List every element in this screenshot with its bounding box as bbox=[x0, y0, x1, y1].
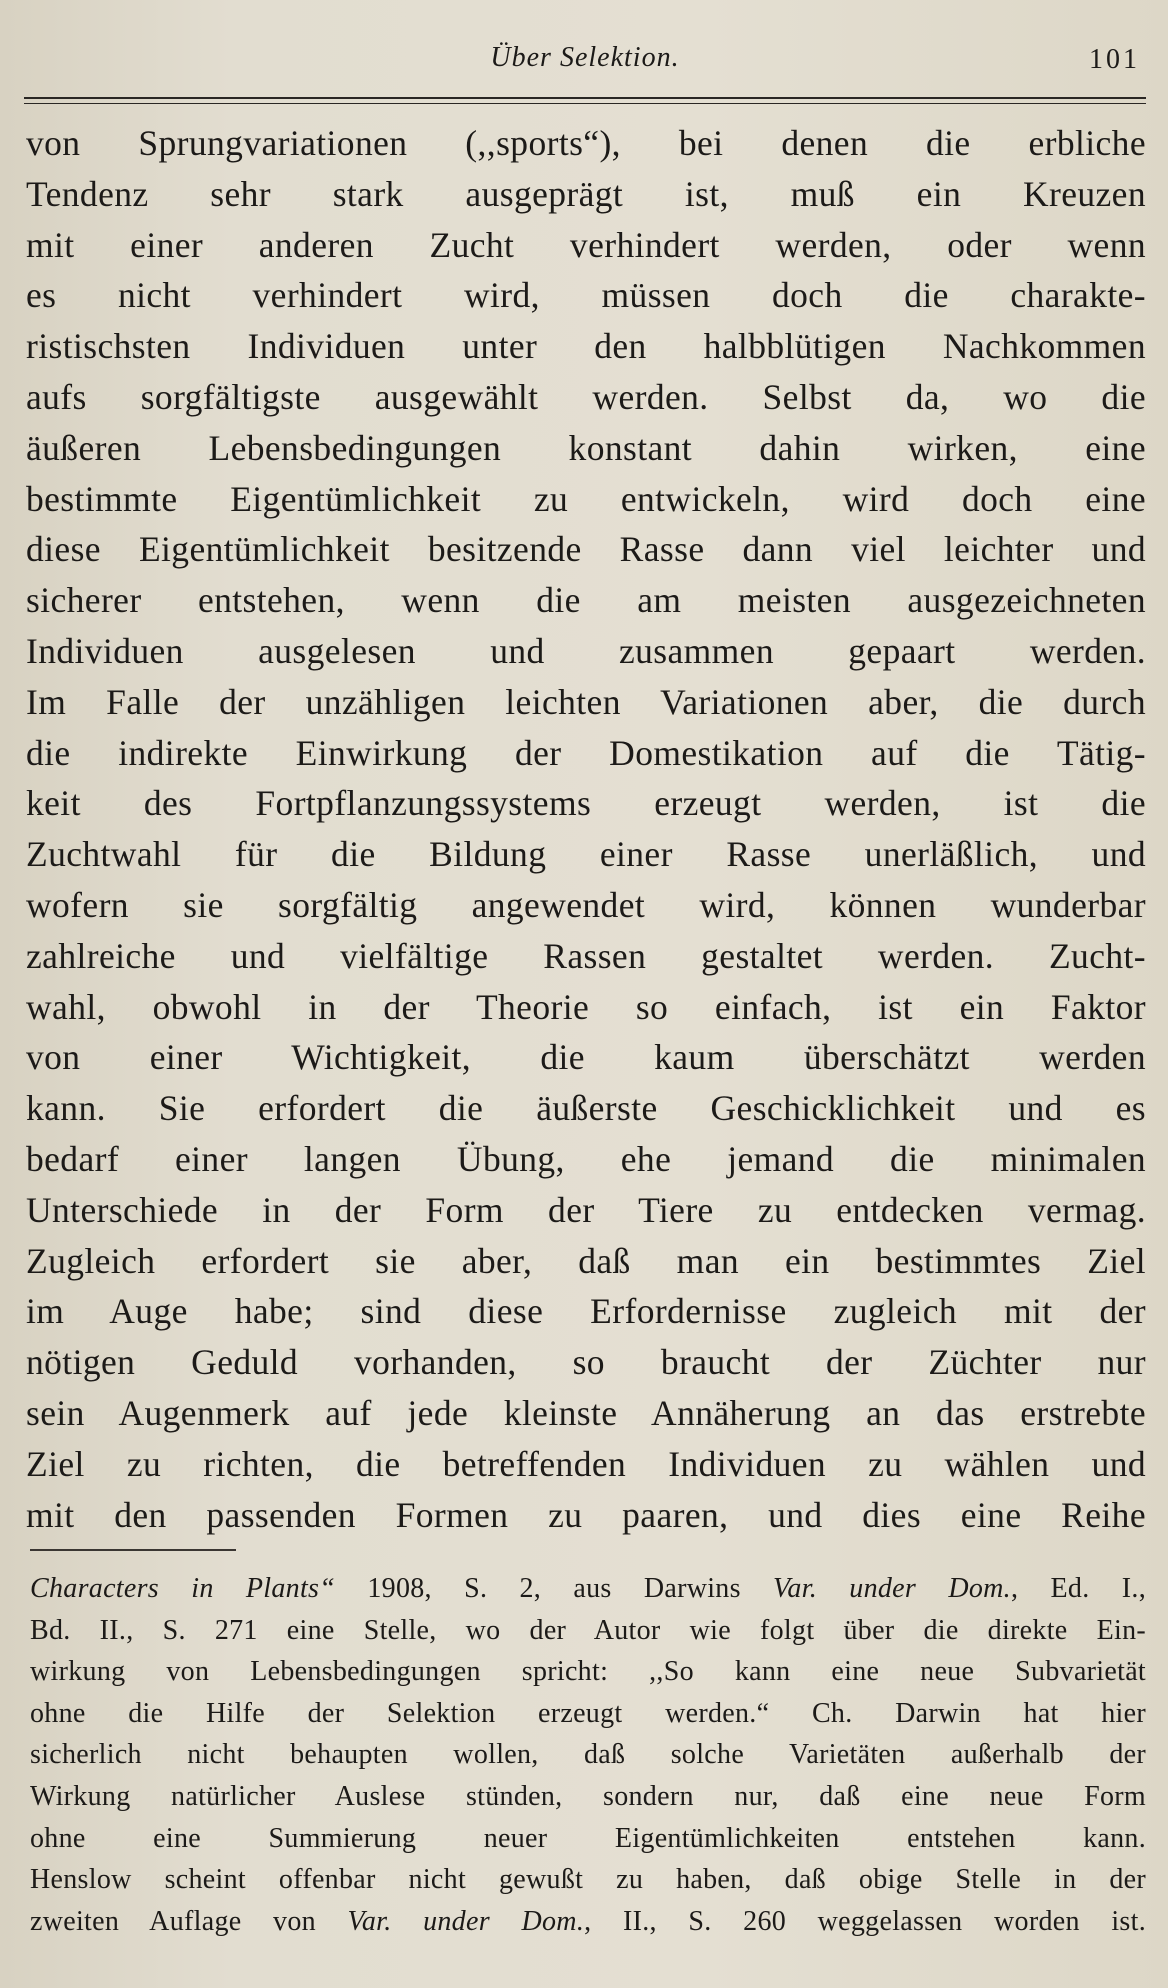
text-line: von einer Wichtigkeit, die kaum überschätzt werden bbox=[26, 1037, 1146, 1078]
footnote-text: , II., S. 260 weggelassen worden ist. bbox=[584, 1905, 1146, 1937]
text-line: Individuen ausgelesen und zusammen gepaart werden. bbox=[26, 630, 1146, 671]
footnote-line: Bd. II., S. 271 eine Stelle, wo der Autor wie folgt über die direkte Ein- bbox=[30, 1614, 1146, 1646]
footnote-line: Henslow scheint offenbar nicht gewußt zu haben, daß obige Stelle in der bbox=[30, 1864, 1146, 1896]
text-line: Zuchtwahl für die Bildung einer Rasse unerläßlich, und bbox=[26, 834, 1146, 875]
footnote-rule bbox=[30, 1549, 236, 1551]
header-rule-thick bbox=[24, 97, 1146, 99]
text-line: ristischsten Individuen unter den halbblütigen Nachkommen bbox=[26, 326, 1146, 367]
text-line: wahl, obwohl in der Theorie so einfach, ist ein Faktor bbox=[26, 986, 1146, 1027]
text-line: nötigen Geduld vorhanden, so braucht der Züchter nur bbox=[26, 1342, 1146, 1383]
text-line: diese Eigentümlichkeit besitzende Rasse dann viel leichter und bbox=[26, 529, 1146, 570]
main-text bbox=[26, 118, 1146, 1540]
footnote-text: 1908, S. 2, aus Darwins bbox=[335, 1573, 774, 1604]
header-rule-thin bbox=[24, 103, 1146, 104]
footnote-line: ohne die Hilfe der Selektion erzeugt werden.“ Ch. Darwin hat hier bbox=[30, 1697, 1146, 1729]
text-line: zahlreiche und vielfältige Rassen gestaltet werden. Zucht- bbox=[26, 935, 1146, 976]
footnote-line bbox=[30, 1568, 1146, 1610]
text-line: mit den passenden Formen zu paaren, und dies eine Reihe bbox=[26, 1494, 1146, 1535]
text-line: die indirekte Einwirkung der Domestikation auf die Tätig- bbox=[26, 732, 1146, 773]
text-line: Ziel zu richten, die betreffenden Individuen zu wählen und bbox=[26, 1443, 1146, 1484]
text-line: keit des Fortpflanzungssystems erzeugt werden, ist die bbox=[26, 783, 1146, 824]
footnote-line: wirkung von Lebensbedingungen spricht: ,,So kann eine neue Subvarietät bbox=[30, 1656, 1146, 1688]
text-line: Tendenz sehr stark ausgeprägt ist, muß ein Kreuzen bbox=[26, 173, 1146, 214]
text-line: sein Augenmerk auf jede kleinste Annäherung an das erstrebte bbox=[26, 1392, 1146, 1433]
footnote-line: sicherlich nicht behaupten wollen, daß solche Varietäten außerhalb der bbox=[30, 1739, 1146, 1771]
text-line: Im Falle der unzähligen leichten Variationen aber, die durch bbox=[26, 681, 1146, 722]
footnote-text: , Ed. I., bbox=[1010, 1573, 1146, 1604]
page-header bbox=[24, 42, 1146, 86]
footnote-line: ohne eine Summierung neuer Eigentümlichkeiten entstehen kann. bbox=[30, 1822, 1146, 1854]
running-title: Über Selektion. bbox=[490, 42, 680, 73]
text-line: Unterschiede in der Form der Tiere zu entdecken vermag. bbox=[26, 1189, 1146, 1230]
footnote-line: Wirkung natürlicher Auslese stünden, sondern nur, daß eine neue Form bbox=[30, 1780, 1146, 1812]
footnote-italic: Var. under Dom. bbox=[773, 1573, 1011, 1604]
text-line: von Sprungvariationen (,,sports“), bei denen die erbliche bbox=[26, 123, 1146, 163]
text-line: aufs sorgfältigste ausgewählt werden. Selbst da, wo die bbox=[26, 376, 1146, 417]
text-line: im Auge habe; sind diese Erfordernisse zugleich mit der bbox=[26, 1291, 1146, 1332]
text-line: sicherer entstehen, wenn die am meisten ausgezeichneten bbox=[26, 580, 1146, 621]
text-line: es nicht verhindert wird, müssen doch die charakte- bbox=[26, 275, 1146, 316]
page-number: 101 bbox=[1089, 44, 1140, 75]
text-line: bestimmte Eigentümlichkeit zu entwickeln, wird doch eine bbox=[26, 478, 1146, 519]
footnote bbox=[30, 1568, 1146, 1942]
footnote-text: zweiten Auflage von bbox=[30, 1905, 348, 1937]
text-line: wofern sie sorgfältig angewendet wird, können wunderbar bbox=[26, 884, 1146, 925]
footnote-line bbox=[30, 1901, 1146, 1943]
footnote-italic: Var. under Dom. bbox=[347, 1905, 585, 1937]
footnote-italic: Characters in Plants“ bbox=[30, 1573, 336, 1604]
text-line: Zugleich erfordert sie aber, daß man ein bestimmtes Ziel bbox=[26, 1240, 1146, 1281]
text-line: äußeren Lebensbedingungen konstant dahin wirken, eine bbox=[26, 427, 1146, 468]
text-line: bedarf einer langen Übung, ehe jemand die minimalen bbox=[26, 1138, 1146, 1179]
text-line: mit einer anderen Zucht verhindert werden, oder wenn bbox=[26, 224, 1146, 265]
text-line: kann. Sie erfordert die äußerste Geschicklichkeit und es bbox=[26, 1088, 1146, 1129]
